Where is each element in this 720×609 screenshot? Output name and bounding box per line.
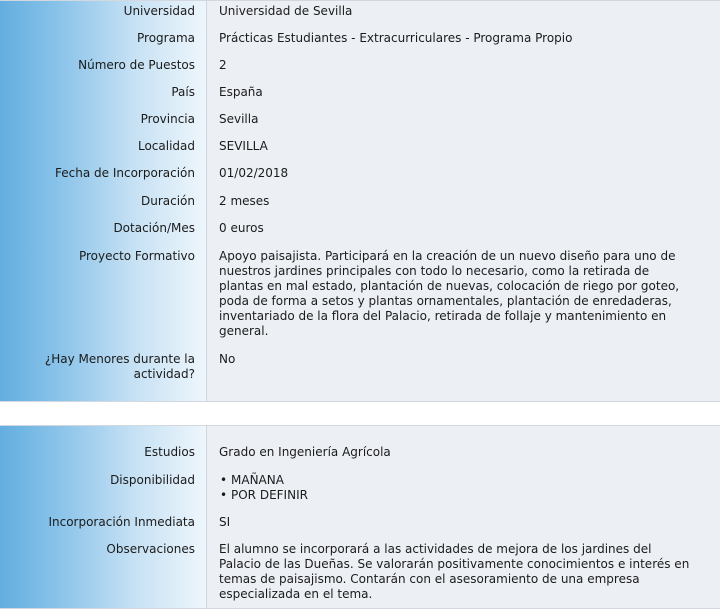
puestos-value: 2 — [219, 58, 227, 72]
observaciones-label: Observaciones — [106, 542, 195, 556]
offer-labels-column — [0, 1, 207, 401]
proyecto-line: general. — [219, 324, 269, 338]
requirements-panel — [0, 425, 720, 609]
menores-label-line: actividad? — [133, 367, 195, 381]
observaciones-value — [219, 542, 699, 602]
disponibilidad-list — [219, 473, 699, 503]
fecha-incorporacion-label: Fecha de Incorporación — [55, 166, 195, 180]
duracion-value: 2 meses — [219, 194, 270, 208]
incorporacion-inmediata-label: Incorporación Inmediata — [48, 515, 195, 529]
proyecto-line: nuestros jardines principales con todo lo necesario, como la retirada de — [219, 264, 650, 278]
disponibilidad-item: • POR DEFINIR — [219, 488, 699, 503]
offer-values-column — [207, 1, 720, 401]
fecha-incorporacion-value: 01/02/2018 — [219, 166, 289, 180]
disponibilidad-item: • MAÑANA — [219, 473, 699, 488]
disponibilidad-label: Disponibilidad — [110, 473, 195, 487]
pais-label: País — [171, 85, 195, 99]
requirements-values-column — [207, 426, 720, 608]
proyecto-line: poda de forma a setos y plantas ornamentales, plantación de enredaderas, — [219, 294, 672, 308]
observaciones-line: Palacio de las Dueñas. Se valorarán positivamente conocimientos e interés en — [219, 557, 690, 571]
dotacion-value: 0 euros — [219, 221, 264, 235]
proyecto-line: Apoyo paisajista. Participará en la creación de un nuevo diseño para uno de — [219, 249, 676, 263]
menores-value: No — [219, 352, 236, 366]
proyecto-line: plantas en mal estado, plantación de nuevas, colocación de riego por goteo, — [219, 279, 680, 293]
proyecto-formativo-value — [219, 249, 699, 339]
universidad-value: Universidad de Sevilla — [219, 4, 353, 18]
menores-label — [5, 352, 195, 382]
localidad-label: Localidad — [137, 139, 195, 153]
observaciones-line: especializada en el tema. — [219, 587, 373, 601]
estudios-value: Grado en Ingeniería Agrícola — [219, 445, 391, 459]
programa-label: Programa — [137, 31, 195, 45]
observaciones-line: El alumno se incorporará a las actividades de mejora de los jardines del — [219, 542, 652, 556]
provincia-label: Provincia — [140, 112, 195, 126]
puestos-label: Número de Puestos — [78, 58, 195, 72]
observaciones-line: temas de paisajismo. Contarán con el asesoramiento de una empresa — [219, 572, 640, 586]
menores-label-line: ¿Hay Menores durante la — [44, 352, 195, 366]
proyecto-formativo-label: Proyecto Formativo — [78, 249, 195, 263]
pais-value: España — [219, 85, 263, 99]
localidad-value: SEVILLA — [219, 139, 268, 153]
universidad-label: Universidad — [123, 4, 195, 18]
duracion-label: Duración — [140, 194, 195, 208]
requirements-labels-column — [0, 426, 207, 608]
programa-value: Prácticas Estudiantes - Extracurriculares - Programa Propio — [219, 31, 573, 45]
incorporacion-inmediata-value: SI — [219, 515, 231, 529]
proyecto-line: inventariado de la flora del Palacio, retirada de follaje y mantenimiento en — [219, 309, 667, 323]
provincia-value: Sevilla — [219, 112, 259, 126]
dotacion-label: Dotación/Mes — [113, 221, 195, 235]
estudios-label: Estudios — [144, 445, 195, 459]
